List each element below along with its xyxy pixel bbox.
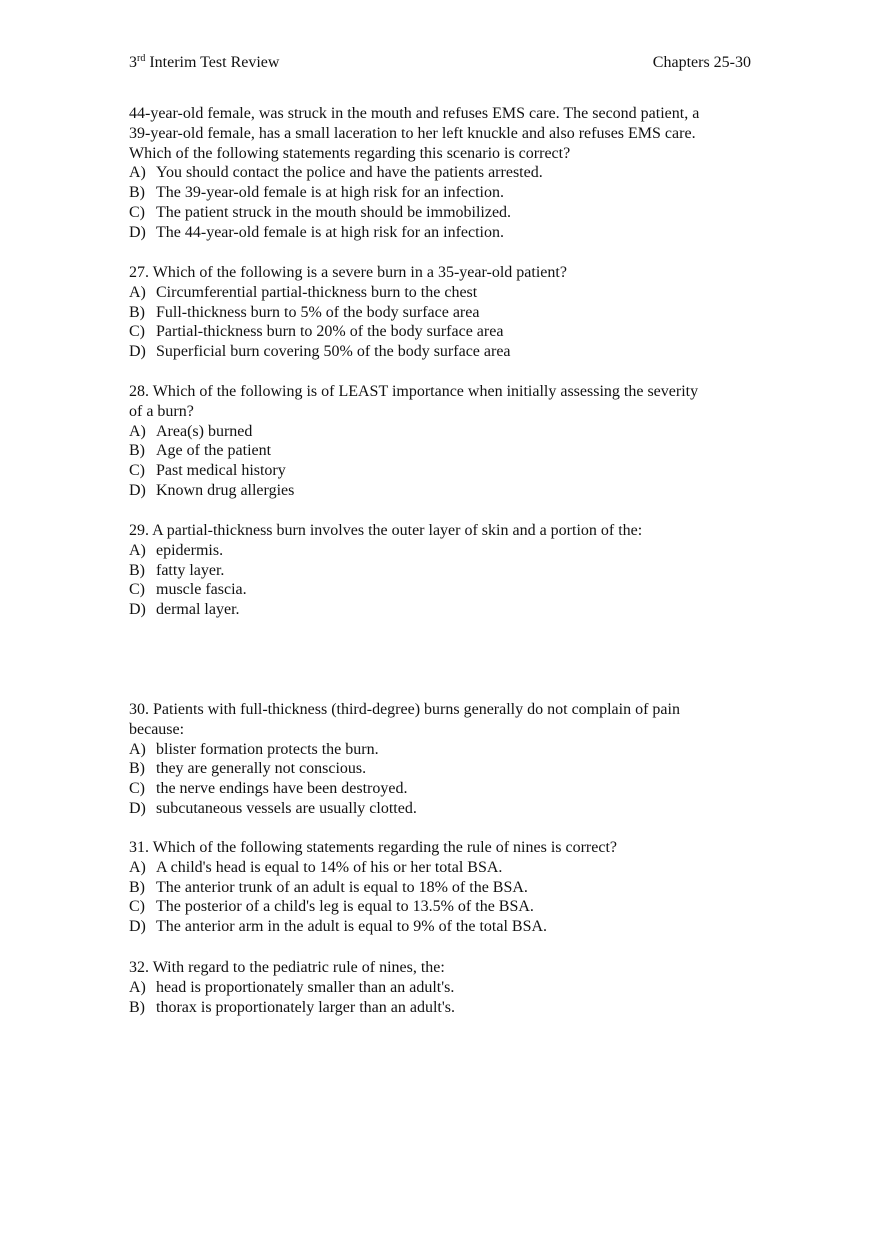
option-letter: A) [129,283,146,301]
question-31 [129,838,754,937]
answer-option [129,600,754,620]
option-letter: B) [129,760,145,778]
option-text: the nerve endings have been destroyed. [156,780,408,798]
option-text: A child's head is equal to 14% of his or her total BSA. [156,858,503,876]
option-letter: B) [129,442,145,460]
answer-option [129,203,754,223]
answer-option [129,561,754,581]
option-letter: D) [129,343,146,361]
option-text: Full-thickness burn to 5% of the body surface area [156,303,480,321]
option-letter: A) [129,978,146,996]
answer-option [129,998,754,1018]
option-letter: C) [129,203,145,221]
option-text: Past medical history [156,462,286,480]
option-letter: D) [129,481,146,499]
option-text: The anterior arm in the adult is equal to 9% of the total BSA. [156,918,548,936]
option-letter: C) [129,898,145,916]
option-letter: A) [129,740,146,758]
question-stem-line: 30. Patients with full-thickness (third-degree) burns generally do not complain of pain [129,701,680,718]
answer-option [129,580,754,600]
option-letter: C) [129,780,145,798]
option-text: The anterior trunk of an adult is equal to 18% of the BSA. [156,878,528,896]
question-30 [129,700,754,819]
answer-option [129,322,754,342]
question-27 [129,263,754,362]
answer-option [129,441,754,461]
question-stem-line: 32. With regard to the pediatric rule of nines, the: [129,959,445,976]
option-text: Partial-thickness burn to 20% of the body surface area [156,323,504,341]
option-letter: D) [129,799,146,817]
answer-option [129,917,754,937]
answer-option [129,779,754,799]
question-stem-line: 28. Which of the following is of LEAST importance when initially assessing the severity [129,383,699,400]
option-letter: D) [129,223,146,241]
answer-option [129,481,754,501]
answer-option [129,858,754,878]
answer-option [129,759,754,779]
answer-option [129,422,754,442]
answer-option [129,799,754,819]
question-26 [129,104,754,243]
option-text: subcutaneous vessels are usually clotted. [156,799,417,817]
option-text: dermal layer. [156,601,240,619]
option-text: fatty layer. [156,561,225,579]
question-stem-line: 44-year-old female, was struck in the mouth and refuses EMS care. The second patient, a [129,105,700,122]
option-letter: D) [129,601,146,619]
option-letter: D) [129,918,146,936]
option-text: muscle fascia. [156,581,247,599]
option-letter: A) [129,541,146,559]
question-stem-line: 39-year-old female, has a small laceration to her left knuckle and also refuses EMS care. [129,124,696,142]
option-text: Known drug allergies [156,481,295,499]
option-text: head is proportionately smaller than an adult's. [156,978,455,996]
header-chapters: Chapters 25-30 [652,54,751,71]
header-title-text: Interim Test Review [145,54,280,71]
option-text: You should contact the police and have the patients arrested. [156,164,543,182]
answer-option [129,897,754,917]
option-text: The 39-year-old female is at high risk for an infection. [156,184,504,202]
option-text: Age of the patient [156,442,272,460]
option-text: epidermis. [156,541,224,559]
option-text: Area(s) burned [156,422,253,440]
option-letter: B) [129,303,145,321]
answer-option [129,283,754,303]
option-letter: B) [129,561,145,579]
question-stem-line: 29. A partial-thickness burn involves the outer layer of skin and a portion of the: [129,522,643,539]
answer-option [129,878,754,898]
header-title [129,53,279,73]
option-text: Circumferential partial-thickness burn to the chest [156,283,478,301]
option-letter: C) [129,462,145,480]
question-stem-line: because: [129,720,185,738]
header-ordinal-suffix: rd [137,53,146,64]
option-text: thorax is proportionately larger than an adult's. [156,998,455,1016]
option-letter: B) [129,878,145,896]
option-text: The 44-year-old female is at high risk for an infection. [156,223,504,241]
answer-option [129,223,754,243]
question-stem-line: of a burn? [129,402,194,420]
answer-option [129,461,754,481]
option-letter: C) [129,581,145,599]
option-text: The patient struck in the mouth should be immobilized. [156,203,512,221]
option-text: The posterior of a child's leg is equal to 13.5% of the BSA. [156,898,534,916]
question-stem-line: 27. Which of the following is a severe burn in a 35-year-old patient? [129,264,567,281]
answer-option [129,978,754,998]
answer-option [129,183,754,203]
option-text: blister formation protects the burn. [156,740,379,758]
header-ordinal-number: 3 [129,54,137,71]
question-32 [129,958,754,1017]
page-header [129,53,751,75]
answer-option [129,303,754,323]
option-letter: A) [129,422,146,440]
question-stem-line: Which of the following statements regarding this scenario is correct? [129,144,571,162]
option-letter: A) [129,164,146,182]
option-letter: B) [129,184,145,202]
answer-option [129,163,754,183]
answer-option [129,541,754,561]
option-text: they are generally not conscious. [156,760,367,778]
option-letter: B) [129,998,145,1016]
option-letter: C) [129,323,145,341]
question-stem-line: 31. Which of the following statements regarding the rule of nines is correct? [129,839,617,856]
option-text: Superficial burn covering 50% of the body surface area [156,343,511,361]
answer-option [129,740,754,760]
question-29 [129,521,754,620]
question-28 [129,382,754,501]
answer-option [129,342,754,362]
option-letter: A) [129,858,146,876]
